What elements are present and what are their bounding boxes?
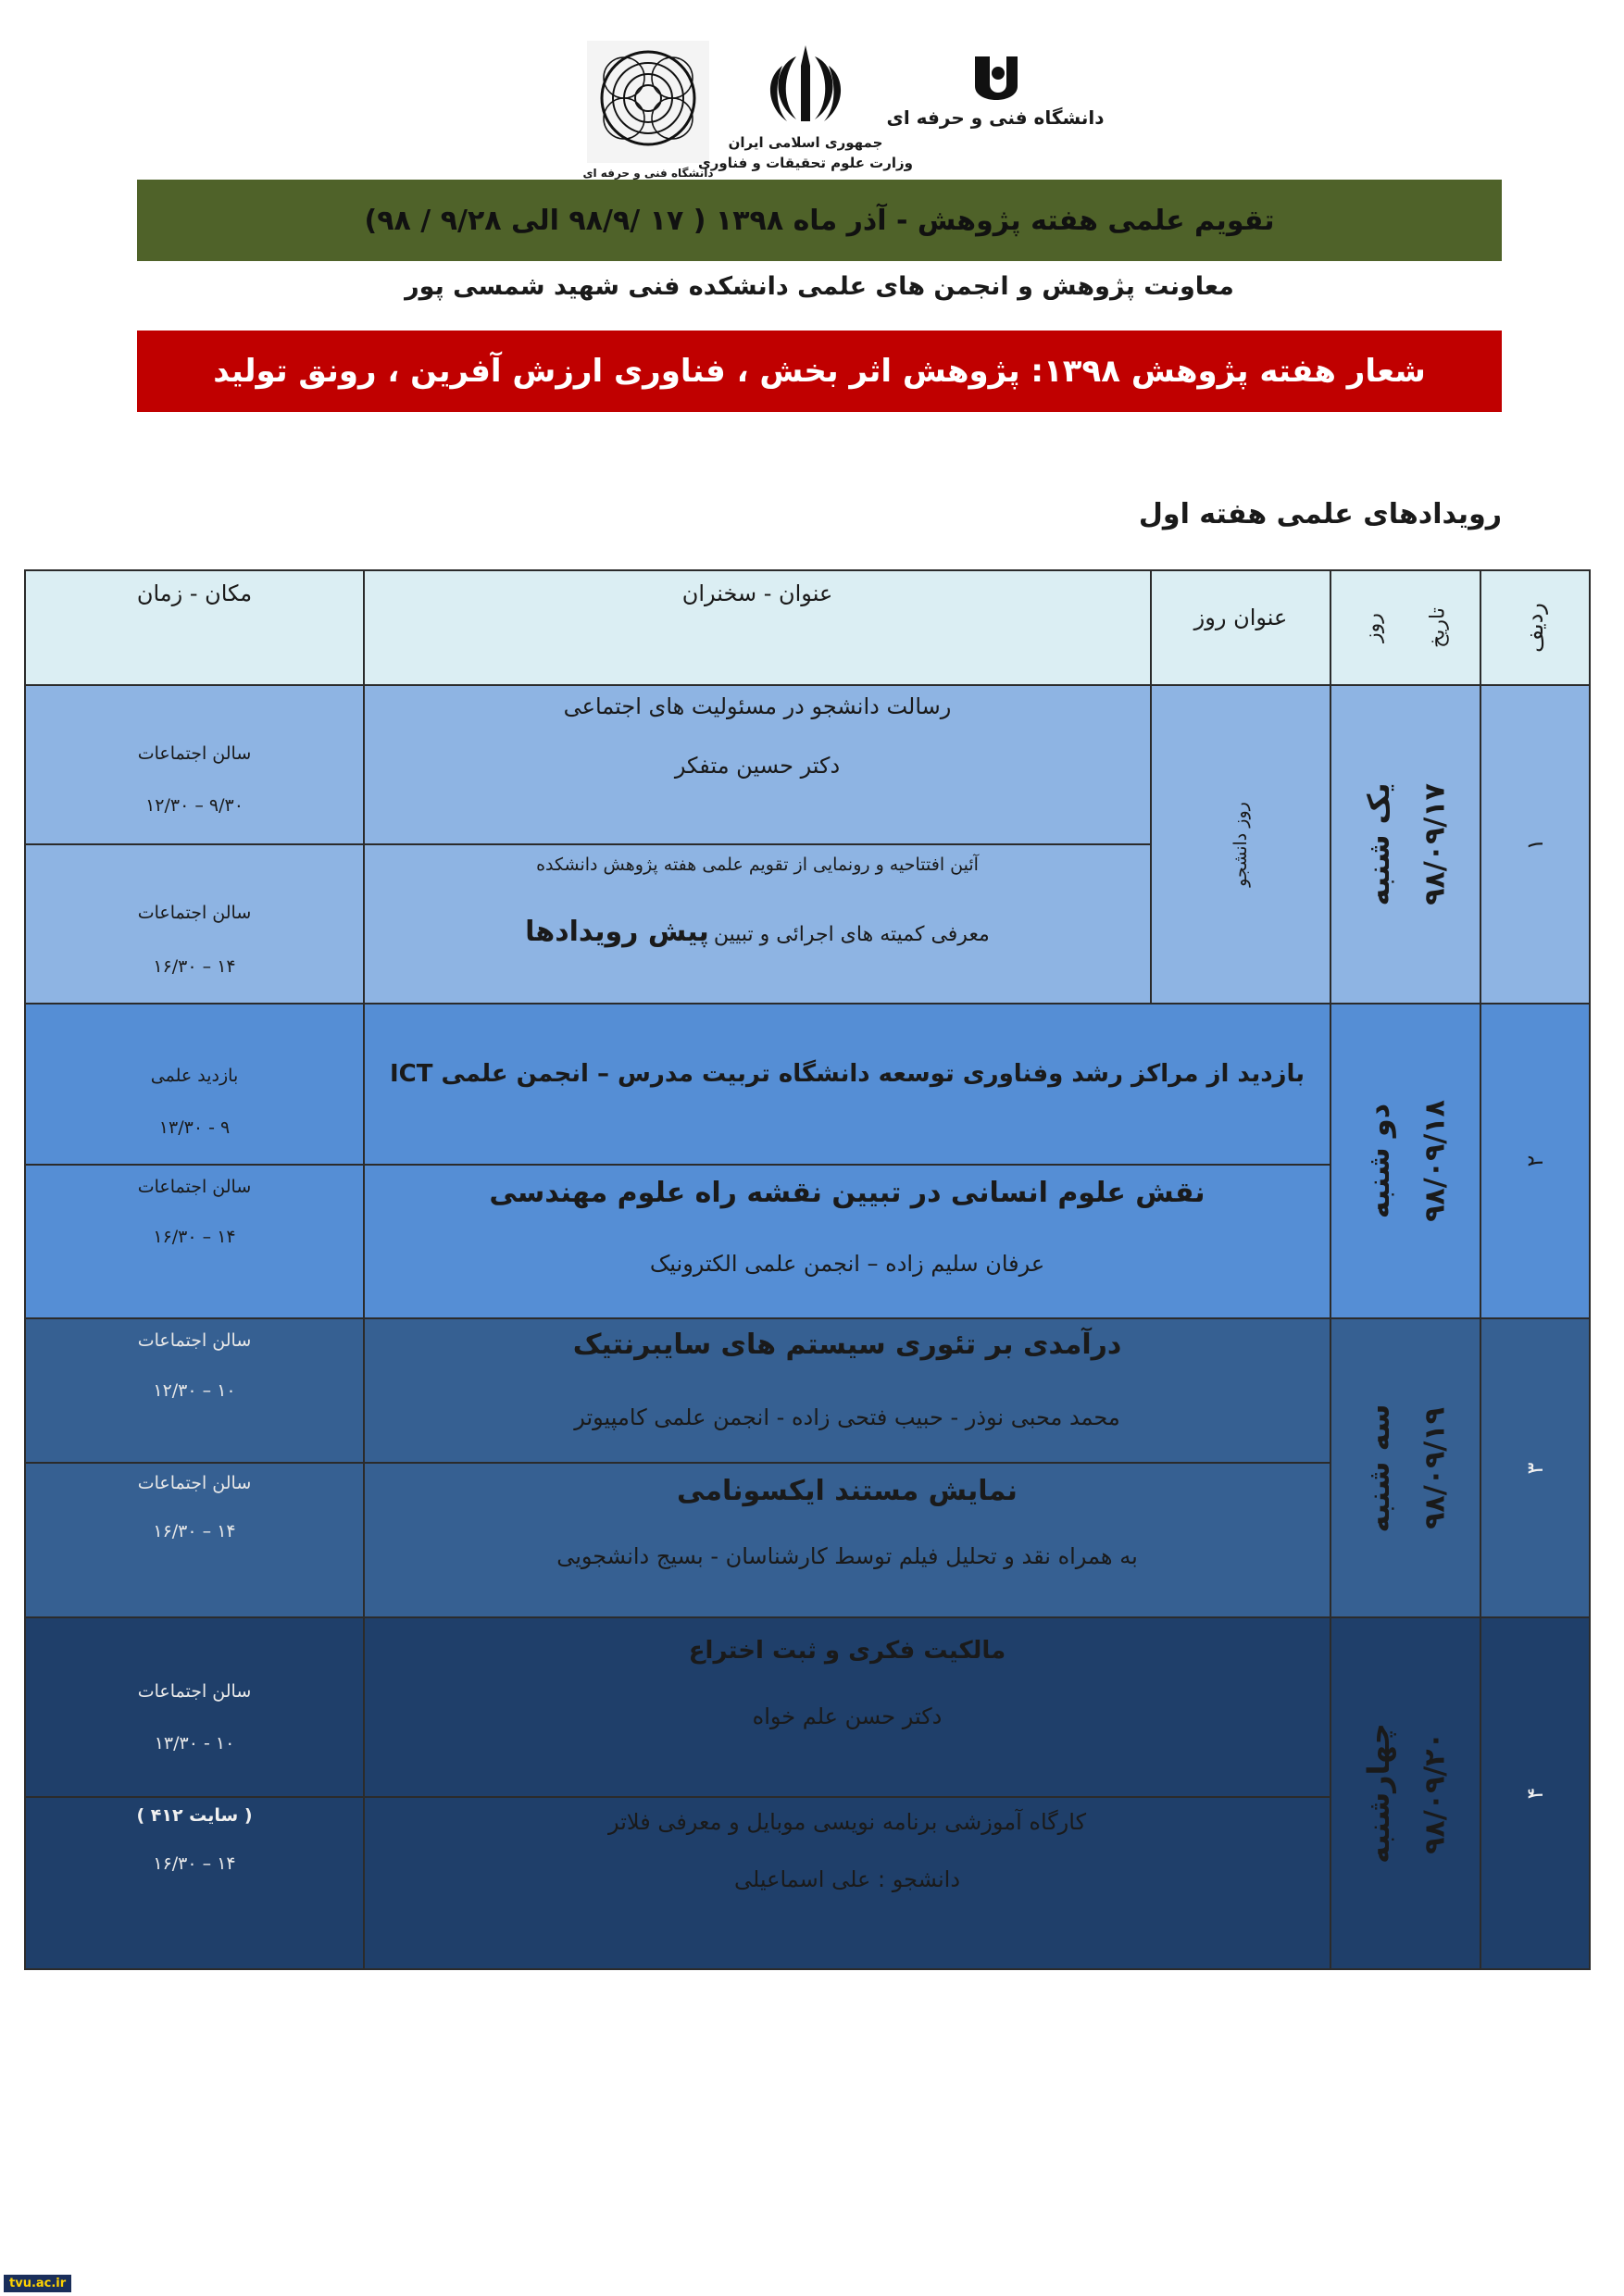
day1-date: ۹۸/۰۹/۱۷ bbox=[1418, 783, 1452, 905]
site-watermark: tvu.ac.ir bbox=[4, 2275, 71, 2292]
day4-event2-title bbox=[363, 1796, 1331, 1970]
seal-rings-icon bbox=[587, 41, 709, 163]
day3-row-number bbox=[1480, 1317, 1591, 1618]
day1-row-number bbox=[1480, 684, 1591, 1004]
header-date-label: تاریخ bbox=[1426, 607, 1450, 648]
day3-event2-place bbox=[24, 1462, 365, 1618]
calendar-title: تقویم علمی هفته پژوهش - آذر ماه ۱۳۹۸ ( ۱۷ /۹۸/۹ الی ۹/۲۸ / ۹۸) bbox=[364, 204, 1275, 237]
day1-number: ۱ bbox=[1522, 838, 1548, 851]
day2-event1-place bbox=[24, 1003, 365, 1166]
day1-date-day bbox=[1330, 684, 1481, 1004]
day2-event2-time: ۱۴ – ۱۶/۳۰ bbox=[153, 1227, 236, 1247]
day2-date-day bbox=[1330, 1003, 1481, 1319]
day3-event2-time: ۱۴ – ۱۶/۳۰ bbox=[153, 1521, 236, 1541]
day2-event2-title bbox=[363, 1164, 1331, 1319]
day4-row-number bbox=[1480, 1616, 1591, 1970]
day4-event2-line2: دانشجو : علی اسماعیلی bbox=[733, 1866, 961, 1892]
iran-emblem-icon bbox=[755, 38, 856, 131]
header-date-day bbox=[1330, 569, 1481, 686]
day3-event1-time: ۱۰ – ۱۲/۳۰ bbox=[153, 1380, 236, 1401]
day4-event2-line1: کارگاه آموزشی برنامه نویسی موبایل و معرفی فلاتر bbox=[607, 1809, 1087, 1835]
day1-day: یک شنبه bbox=[1361, 782, 1397, 906]
day2-event1-place-text: بازدید علمی bbox=[150, 1066, 239, 1086]
tvu-logo bbox=[886, 37, 1105, 139]
day3-event1-line1: درآمدی بر تئوری سیستم های سایبرنتیک bbox=[572, 1329, 1122, 1361]
iran-emblem-logo bbox=[698, 26, 913, 183]
day2-event2-line2: عرفان سلیم زاده – انجمن علمی الکترونیک bbox=[649, 1251, 1045, 1277]
day4-date: ۹۸/۰۹/۲۰ bbox=[1418, 1732, 1452, 1854]
ministry-caption: وزارت علوم تحقیقات و فناوری bbox=[698, 155, 913, 171]
header-day-label: روز bbox=[1361, 613, 1385, 643]
header-title-speaker bbox=[363, 569, 1152, 686]
day2-row-number bbox=[1480, 1003, 1591, 1319]
day3-event2-line2: به همراه نقد و تحلیل فیلم توسط کارشناسان - بسیج دانشجویی bbox=[556, 1543, 1138, 1569]
header-row-label: ردیف bbox=[1522, 603, 1548, 653]
header-row-number bbox=[1480, 569, 1591, 686]
day1-day-title bbox=[1150, 684, 1331, 1004]
day2-event2-line1: نقش علوم انسانی در تبیین نقشه راه علوم مهندسی bbox=[489, 1177, 1206, 1209]
header-place-label: مکان - زمان bbox=[136, 580, 253, 606]
day4-event2-place-text: ( سایت ۴۱۲ ) bbox=[136, 1805, 253, 1826]
day3-date-day bbox=[1330, 1317, 1481, 1618]
day3-day: سه شنبه bbox=[1361, 1403, 1397, 1533]
tvu-mark-icon bbox=[966, 47, 1025, 103]
emblem-caption: جمهوری اسلامی ایران bbox=[728, 134, 883, 151]
day1-event1-title bbox=[363, 684, 1152, 845]
day1-event2-place-text: سالن اجتماعات bbox=[137, 903, 252, 923]
day2-event1-title bbox=[363, 1003, 1331, 1166]
day4-event1-time: ۱۰ - ۱۳/۳۰ bbox=[154, 1733, 235, 1753]
day1-event2-title bbox=[363, 843, 1152, 1004]
day2-event1-time: ۹ - ۱۳/۳۰ bbox=[158, 1117, 231, 1138]
day1-event2-line1: آئین افتتاحیه و رونمایی از تقویم علمی هفته پژوهش دانشکده bbox=[536, 855, 979, 875]
day3-event2-title bbox=[363, 1462, 1331, 1618]
day4-event1-line2: دکتر حسن علم خواه bbox=[752, 1703, 943, 1729]
day3-event2-place-text: سالن اجتماعات bbox=[137, 1473, 252, 1493]
header-place-time bbox=[24, 569, 365, 686]
day2-event1-line1: بازدید از مراکز رشد وفناوری توسعه دانشگاه تربیت مدرس – انجمن علمی ICT bbox=[389, 1060, 1305, 1088]
header-title-label: عنوان - سخنران bbox=[681, 580, 833, 606]
slogan-banner bbox=[137, 331, 1502, 412]
day1-event2-line2: معرفی کمیته های اجرائی و تبیین bbox=[713, 923, 990, 946]
day4-event1-title bbox=[363, 1616, 1331, 1798]
day1-event2-place bbox=[24, 843, 365, 1004]
day1-event1-place bbox=[24, 684, 365, 845]
slogan: شعار هفته پژوهش ۱۳۹۸: پژوهش اثر بخش ، فناوری ارزش آفرین ، رونق تولید bbox=[213, 353, 1426, 390]
day4-event1-line1: مالکیت فکری و ثبت اختراع bbox=[688, 1637, 1006, 1665]
day3-date: ۹۸/۰۹/۱۹ bbox=[1418, 1406, 1452, 1529]
day4-day: چهارشنبه bbox=[1361, 1723, 1397, 1864]
day3-event2-line1: نمایش مستند ایکسونامی bbox=[677, 1475, 1018, 1507]
day3-event1-place bbox=[24, 1317, 365, 1464]
section-title: رویدادهای علمی هفته اول bbox=[1138, 498, 1502, 530]
day2-event2-place-text: سالن اجتماعات bbox=[137, 1177, 252, 1197]
day1-event1-line1: رسالت دانشجو در مسئولیت های اجتماعی bbox=[563, 693, 952, 719]
day4-event1-place bbox=[24, 1616, 365, 1798]
day4-date-day bbox=[1330, 1616, 1481, 1970]
day1-event2-time: ۱۴ – ۱۶/۳۰ bbox=[153, 956, 236, 977]
day3-event1-line2: محمد محبی نوذر - حبیب فتحی زاده - انجمن علمی کامپیوتر bbox=[574, 1404, 1120, 1430]
header-day-title bbox=[1150, 569, 1331, 686]
day3-event1-place-text: سالن اجتماعات bbox=[137, 1330, 252, 1351]
day2-date: ۹۸/۰۹/۱۸ bbox=[1418, 1100, 1452, 1222]
tvu-caption: دانشگاه فنی و حرفه ای bbox=[886, 106, 1105, 129]
day1-event1-line2: دکتر حسین متفکر bbox=[674, 753, 841, 779]
day1-event1-place-text: سالن اجتماعات bbox=[137, 743, 252, 764]
day1-day-title-text: روز دانشجو bbox=[1230, 802, 1251, 887]
university-seal-logo bbox=[583, 41, 713, 180]
seal-caption: دانشگاه فنی و حرفه ای bbox=[582, 167, 714, 180]
header-day-title-label: عنوان روز bbox=[1193, 605, 1288, 630]
day1-event1-time: ۹/۳۰ – ۱۲/۳۰ bbox=[145, 795, 244, 816]
day1-event2-line2-bold: پیش رویدادها bbox=[525, 916, 709, 948]
day4-number: ۴ bbox=[1522, 1787, 1548, 1800]
subtitle: معاونت پژوهش و انجمن های علمی دانشکده فنی شهید شمسی پور bbox=[405, 272, 1234, 301]
day4-event2-time: ۱۴ – ۱۶/۳۰ bbox=[153, 1853, 236, 1874]
day4-event2-place bbox=[24, 1796, 365, 1970]
day3-event1-title bbox=[363, 1317, 1331, 1464]
day2-event2-place bbox=[24, 1164, 365, 1319]
day3-number: ۳ bbox=[1522, 1462, 1548, 1474]
calendar-title-banner bbox=[137, 180, 1502, 261]
day2-day: دو شنبه bbox=[1361, 1103, 1397, 1219]
day4-event1-place-text: سالن اجتماعات bbox=[137, 1681, 252, 1702]
day2-number: ۲ bbox=[1522, 1154, 1548, 1167]
